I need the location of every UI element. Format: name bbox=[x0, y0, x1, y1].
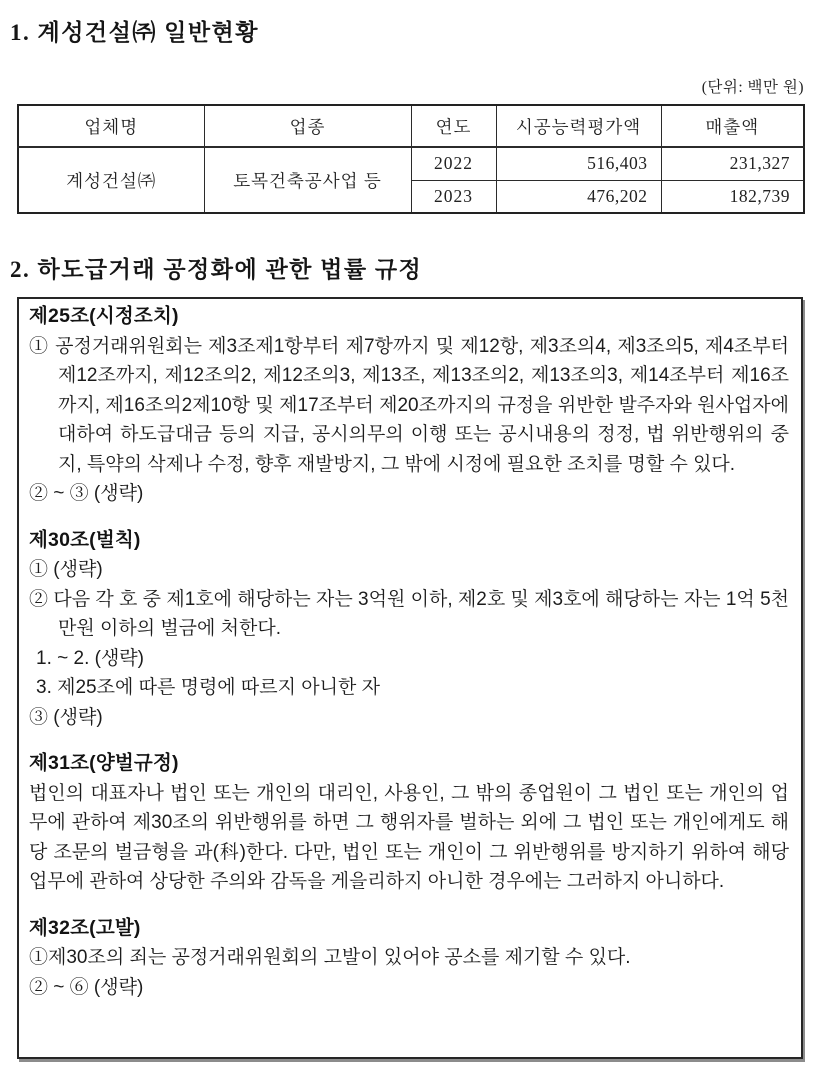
article-30 bbox=[29, 526, 789, 733]
article-31-body: 법인의 대표자나 법인 또는 개인의 대리인, 사용인, 그 밖의 종업원이 그 법인 또는 개인의 업무에 관하여 제30조의 위반행위를 하면 그 행위자를 벌하는 외에 그 법인 또는 개인에게도 해당 조문의 벌금형을 과(科)한다. 다만, 법인 또는 개인이 그 위반행위를 방지하기 위하여 해당 업무에 관하여 상당한 주의와 감독을 게을리하지 아니한 경우에는 그러하지 아니하다. bbox=[29, 782, 789, 892]
law-excerpt-box bbox=[17, 297, 803, 1059]
table-header-row bbox=[18, 105, 804, 147]
unit-label: (단위: 백만 원) bbox=[701, 79, 804, 96]
section2-heading: 2. 하도급거래 공정화에 관한 법률 규정 bbox=[10, 257, 423, 282]
article-31 bbox=[29, 749, 789, 897]
cell-revenue: 231,327 bbox=[661, 147, 804, 180]
article-30-clause-2: ② 다음 각 호 중 제1호에 해당하는 자는 3억원 이하, 제2호 및 제3호에 해당하는 자는 1억 5천만원 이하의 벌금에 처한다. bbox=[29, 588, 789, 639]
article-30-clause-3: ③ (생략) bbox=[29, 706, 103, 728]
table-row-2022 bbox=[18, 147, 804, 180]
article-30-clause-1: ① (생략) bbox=[29, 559, 103, 580]
cell-capability: 516,403 bbox=[496, 147, 661, 180]
article-31-title: 제31조(양벌규정) bbox=[29, 752, 179, 774]
company-info-table bbox=[17, 104, 805, 214]
cell-year: 2022 bbox=[411, 147, 496, 180]
col-header-industry: 업종 bbox=[204, 105, 411, 147]
section1-heading: 1. 계성건설㈜ 일반현황 bbox=[10, 20, 259, 45]
col-header-year: 연도 bbox=[411, 105, 496, 147]
article-25-title: 제25조(시정조치) bbox=[29, 305, 179, 327]
article-32 bbox=[29, 914, 789, 1003]
cell-capability: 476,202 bbox=[496, 180, 661, 213]
cell-company-name: 계성건설㈜ bbox=[18, 147, 204, 213]
article-32-title: 제32조(고발) bbox=[29, 916, 141, 939]
cell-year: 2023 bbox=[411, 180, 496, 213]
col-header-revenue: 매출액 bbox=[661, 105, 804, 147]
cell-industry: 토목건축공사업 등 bbox=[204, 147, 411, 213]
article-30-item-1-2: 1. ~ 2. (생략) bbox=[36, 647, 144, 669]
article-30-title: 제30조(벌칙) bbox=[29, 528, 141, 551]
col-header-capability-amount: 시공능력평가액 bbox=[496, 105, 661, 147]
article-25-clause-omitted: ② ~ ③ (생략) bbox=[29, 483, 144, 504]
cell-revenue: 182,739 bbox=[661, 180, 804, 213]
article-25-clause-1: ① 공정거래위원회는 제3조제1항부터 제7항까지 및 제12항, 제3조의4, 제3조의5, 제4조부터 제12조까지, 제12조의2, 제12조의3, 제13조, 제13조의2, 제13조의3, 제14조부터 제16조까지, 제16조의2제10항 및 제17조부터 제20조까지의 규정을 위반한 발주자와 원사업자에 대하여 하도급대금 등의 지급, 공시의무의 이행 또는 공시내용의 정정, 법 위반행위의 중지, 특약의 삭제나 수정, 향후 재발방지, 그 밖에 시정에 필요한 조치를 명할 수 있다. bbox=[29, 335, 789, 475]
article-30-item-3: 3. 제25조에 따른 명령에 따르지 아니한 자 bbox=[36, 677, 380, 698]
col-header-company-name: 업체명 bbox=[18, 105, 204, 147]
article-32-clause-omitted: ② ~ ⑥ (생략) bbox=[29, 976, 144, 998]
article-25 bbox=[29, 302, 789, 509]
article-32-clause-1: ①제30조의 죄는 공정거래위원회의 고발이 있어야 공소를 제기할 수 있다. bbox=[29, 947, 631, 968]
